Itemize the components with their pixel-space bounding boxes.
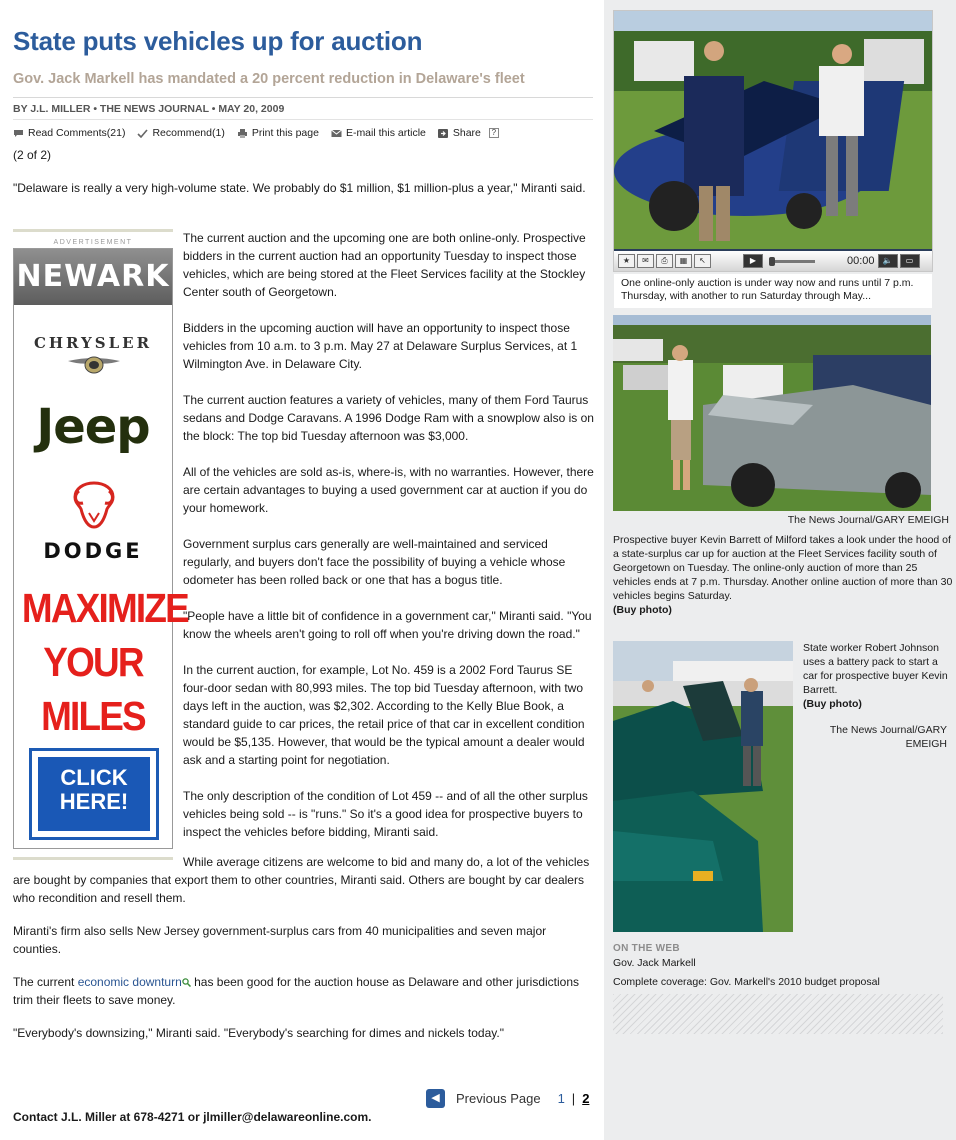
article-paragraph: The current auction and the upcoming one are both online-only. Prospective bidders in the current auction had an opportunity Tuesday to inspect those vehicles, which are being stored at the Fleet Services facility at the Stockley Center south of Georgetown. — [183, 231, 586, 299]
print-link[interactable] — [237, 127, 319, 139]
article-paragraph: The current auction features a variety of vehicles, many of them Ford Taurus sedans and Dodge Caravans. A 1996 Dodge Ram with a snowplow also is on the block: The top bid Tuesday afternoon was $3,000. — [183, 393, 594, 443]
divider — [13, 119, 593, 120]
email-video-icon[interactable]: ✉ — [637, 254, 654, 268]
on-the-web-link[interactable]: Complete coverage: Gov. Markell's 2010 budget proposal — [613, 976, 880, 988]
ad-slogan-line: YOUR — [43, 639, 143, 685]
ad-brand-dodge: DODGE — [43, 539, 143, 563]
print-video-icon[interactable]: ⎙ — [656, 254, 673, 268]
article-paragraph: Government surplus cars generally are well-maintained and serviced regularly, and buyers don't face the possibility of buying a vehicle whose odometer has been rolled back or one that has a bogus title. — [183, 537, 566, 587]
ad-slogan — [21, 581, 188, 743]
favorite-star-icon[interactable]: ★ — [618, 254, 635, 268]
auction-photo-2[interactable] — [613, 641, 793, 932]
ad-dealer-name: NEWARK — [14, 249, 172, 305]
ad-brand-chrysler: CHRYSLER — [33, 334, 153, 352]
page-2-current: 2 — [582, 1091, 590, 1106]
help-icon[interactable]: ? — [489, 128, 499, 138]
divider — [13, 97, 593, 98]
chrysler-wings-icon — [68, 353, 120, 375]
printer-icon — [237, 129, 248, 138]
page-1-link[interactable]: 1 — [557, 1091, 565, 1106]
photo-caption — [613, 533, 953, 617]
play-button-icon[interactable]: ▶ — [743, 254, 763, 268]
article-paragraph: "People have a little bit of confidence in a government car," Miranti said. "You know the wheels aren't going to roll off when you're driving down the road." — [183, 609, 592, 641]
article-paragraph: Miranti's firm also sells New Jersey government-surplus cars from 40 municipalities and seven major counties. — [13, 924, 547, 956]
share-label: Share — [452, 127, 481, 139]
previous-page-arrow-icon[interactable]: ◀ — [426, 1089, 445, 1108]
recommend-label: Recommend(1) — [152, 127, 225, 139]
decorative-pattern — [613, 994, 943, 1034]
envelope-icon — [331, 129, 342, 138]
buy-photo-link[interactable]: (Buy photo) — [803, 698, 862, 710]
pagination — [426, 1089, 589, 1108]
video-frame-image — [614, 11, 932, 249]
article-paragraph: "Everybody's downsizing," Miranti said. "Everybody's searching for dimes and nickels today." — [13, 1026, 504, 1040]
photo-credit: The News Journal/GARY EMEIGH — [787, 514, 949, 526]
article-paragraph — [13, 973, 593, 1009]
article-paragraph: Bidders in the upcoming auction will have an opportunity to inspect those vehicles from 10 a.m. to 3 p.m. May 27 at Delaware Surplus Services, at 1 Wilmington Ave. in Delaware City. — [183, 321, 578, 371]
volume-icon[interactable]: 🔈 — [878, 254, 898, 268]
video-progress-slider[interactable] — [771, 260, 815, 263]
sidebar — [604, 0, 956, 1140]
print-label: Print this page — [251, 127, 319, 139]
ad-divider — [13, 229, 173, 232]
ad-cta-line: HERE! — [59, 789, 129, 814]
keyword-link[interactable]: economic downturn — [77, 975, 182, 989]
article-paragraph-text: has been good for the auction house as Delaware and other jurisdictions trim their fleets to save money. — [13, 975, 580, 1007]
video-time: 00:00 — [847, 255, 875, 267]
ad-slogan-line: MAXIMIZE — [21, 585, 188, 631]
email-label: E-mail this article — [345, 127, 426, 139]
ad-banner[interactable] — [13, 248, 188, 849]
article-body-column — [183, 229, 595, 859]
recommend-link[interactable] — [137, 127, 224, 139]
auction-photo-1[interactable] — [613, 315, 931, 511]
share-link[interactable] — [438, 127, 499, 139]
ad-brand-jeep: Jeep — [36, 399, 150, 455]
byline: BY J.L. MILLER • THE NEWS JOURNAL • MAY 20, 2009 — [13, 103, 285, 115]
author-contact: Contact J.L. Miller at 678-4271 or jlmiller@delawareonline.com. — [13, 1110, 372, 1124]
article-paragraph-text: The current — [13, 975, 78, 989]
email-link[interactable] — [331, 127, 426, 139]
article-paragraph: The only description of the condition of Lot 459 -- and of all the other surplus vehicles being sold -- is "runs." So it's a good idea for prospective buyers to inspect the vehicles before bidding, Miranti said. — [183, 789, 588, 839]
photo-caption — [803, 641, 949, 711]
video-player[interactable] — [613, 10, 933, 272]
photo-caption-text: Prospective buyer Kevin Barrett of Milford takes a look under the hood of a state-surplus car up for auction at the Fleet Services facility south of Georgetown on Tuesday. The online-only auction of more than 25 vehicles ends at 7 p.m. Thursday. Another online auction of more than 30 vehicles begins Saturday. — [613, 534, 953, 602]
ad-cta — [38, 757, 150, 831]
read-comments-link[interactable] — [13, 127, 125, 139]
checkmark-icon — [137, 129, 148, 138]
article-subhead: Gov. Jack Markell has mandated a 20 percent reduction in Delaware's fleet — [13, 71, 525, 87]
page-count: (2 of 2) — [13, 148, 52, 162]
article-body-full — [13, 853, 593, 1057]
comment-icon — [13, 129, 24, 138]
cursor-icon[interactable]: ↖ — [694, 254, 711, 268]
on-the-web-link[interactable]: Gov. Jack Markell — [613, 957, 696, 969]
fullscreen-icon[interactable]: ▭ — [900, 254, 920, 268]
article-toolbar — [13, 127, 511, 139]
dodge-ram-icon — [69, 479, 119, 531]
read-comments-label: Read Comments(21) — [28, 127, 126, 139]
ad-cta-line: CLICK — [60, 765, 128, 790]
ad-click-here-button[interactable] — [29, 748, 159, 840]
magnifier-icon[interactable] — [182, 978, 191, 987]
advertisement — [13, 229, 188, 859]
article-paragraph — [13, 853, 593, 907]
share-arrow-icon — [438, 129, 449, 138]
on-the-web-heading: ON THE WEB — [613, 943, 680, 954]
photo-credit: The News Journal/GARY EMEIGH — [829, 724, 947, 750]
pager-separator: | — [571, 1091, 576, 1106]
video-caption: One online-only auction is under way now and runs until 7 p.m. Thursday, with another to run Saturday through May... — [614, 274, 932, 308]
buy-photo-link[interactable]: (Buy photo) — [613, 604, 672, 616]
article-paragraph: All of the vehicles are sold as-is, where-is, with no warranties. However, there are certain advantages to buying a used government car at auction if you do your homework. — [183, 465, 594, 515]
previous-page-link[interactable]: Previous Page — [456, 1091, 541, 1106]
ad-slogan-line: MILES — [41, 693, 145, 739]
article-paragraph: "Delaware is really a very high-volume state. We probably do $1 million, $1 million-plus a year," Miranti said. — [13, 181, 586, 195]
article-paragraph: In the current auction, for example, Lot No. 459 is a 2002 Ford Taurus SE four-door sedan with 80,993 miles. The top bid Tuesday afternoon, with two days left in the auction, was $2,302. According to the Kelly Blue Book, a standard guide to car prices, the retail price of that car in excellent condition would be $5,135. However, that would be the typical amount a dealer would ask and a starting point for negotiation. — [183, 663, 585, 767]
photo-caption-text: State worker Robert Johnson uses a battery pack to start a car for prospective buyer Kevin Barrett. — [803, 642, 948, 696]
ad-label: ADVERTISEMENT — [53, 239, 133, 246]
page-title: State puts vehicles up for auction — [13, 26, 423, 56]
video-controls — [614, 251, 932, 271]
article-paragraph-text: While average citizens are welcome to bid and many do, a lot of the vehicles are bought by companies that export them to other countries, Miranti said. Others are bought by car dealers who recondition and resell them. — [13, 855, 590, 905]
embed-icon[interactable]: ▦ — [675, 254, 692, 268]
